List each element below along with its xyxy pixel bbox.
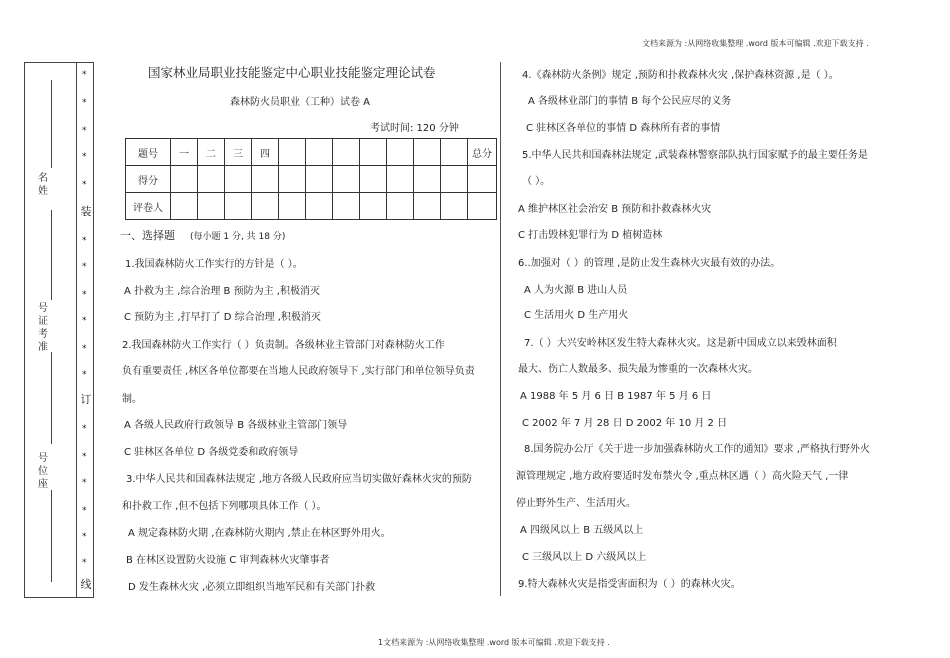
grader-cell[interactable] bbox=[468, 193, 497, 220]
binding-dot: * bbox=[82, 344, 87, 354]
grader-cell[interactable] bbox=[441, 193, 468, 220]
question-line: A 各级人民政府行政领导 B 各级林业主管部门领导 bbox=[124, 420, 348, 431]
grader-cell[interactable] bbox=[279, 193, 306, 220]
score-table-row-score bbox=[126, 166, 497, 193]
binding-dot: * bbox=[82, 290, 87, 300]
question-line: 停止野外生产、生活用火。 bbox=[516, 498, 636, 509]
binding-dot: * bbox=[82, 236, 87, 246]
header-note: 文档来源为 :从网络收集整理 .word 版本可编辑 .欢迎下载支持 . bbox=[642, 39, 869, 48]
col-header bbox=[441, 139, 468, 166]
row-label-number: 题号 bbox=[126, 139, 171, 166]
question-line: D 发生森林火灾 ,必须立即组织当地军民和有关部门扑救 bbox=[128, 582, 376, 593]
score-cell[interactable] bbox=[225, 166, 252, 193]
question-line: （ ）。 bbox=[522, 176, 551, 187]
question-line: 3.中华人民共和国森林法规定 ,地方各级人民政府应当切实做好森林火灾的预防 bbox=[126, 474, 472, 485]
col-header bbox=[333, 139, 360, 166]
grader-cell[interactable] bbox=[198, 193, 225, 220]
question-line: A 四级风以上 B 五级风以上 bbox=[520, 525, 644, 536]
question-line: A 1988 年 5 月 6 日 B 1987 年 5 月 6 日 bbox=[520, 391, 712, 402]
row-label-grader: 评卷人 bbox=[126, 193, 171, 220]
score-table-row-number bbox=[126, 139, 497, 166]
question-line: 4.《森林防火条例》规定 ,预防和扑救森林火灾 ,保护森林资源 ,是（ ）。 bbox=[522, 70, 839, 81]
binding-word-zhuang: 装 bbox=[80, 205, 92, 218]
col-header-total: 总分 bbox=[468, 139, 497, 166]
binding-dot: * bbox=[82, 126, 87, 136]
question-line: C 生活用火 D 生产用火 bbox=[524, 310, 629, 321]
score-cell[interactable] bbox=[333, 166, 360, 193]
row-label-score: 得分 bbox=[126, 166, 171, 193]
binding-dot: * bbox=[82, 558, 87, 568]
score-cell[interactable] bbox=[279, 166, 306, 193]
question-line: A 各级林业部门的事情 B 每个公民应尽的义务 bbox=[528, 96, 732, 107]
question-line: C 驻林区各单位 D 各级党委和政府领导 bbox=[124, 447, 299, 458]
score-cell[interactable] bbox=[441, 166, 468, 193]
binding-dot: * bbox=[82, 370, 87, 380]
score-cell[interactable] bbox=[387, 166, 414, 193]
score-cell[interactable] bbox=[171, 166, 198, 193]
question-line: 8.国务院办公厅《关于进一步加强森林防火工作的通知》要求 ,严格执行野外火 bbox=[524, 444, 870, 455]
grader-cell[interactable] bbox=[360, 193, 387, 220]
score-cell[interactable] bbox=[360, 166, 387, 193]
question-line: C 驻林区各单位的事情 D 森林所有者的事情 bbox=[526, 123, 721, 134]
score-cell[interactable] bbox=[252, 166, 279, 193]
question-line: 源管理规定 ,地方政府要适时发布禁火令 ,重点林区遇（ ）高火险天气 ,一律 bbox=[516, 471, 849, 482]
grader-cell[interactable] bbox=[414, 193, 441, 220]
grader-cell[interactable] bbox=[252, 193, 279, 220]
col-header bbox=[387, 139, 414, 166]
grader-cell[interactable] bbox=[387, 193, 414, 220]
score-cell[interactable] bbox=[414, 166, 441, 193]
binding-dot: * bbox=[82, 152, 87, 162]
exam-time: 考试时间: 120 分钟 bbox=[370, 123, 459, 134]
grader-cell[interactable] bbox=[225, 193, 252, 220]
binding-dot: * bbox=[82, 262, 87, 272]
question-line: 制。 bbox=[122, 394, 142, 405]
question-line: 1.我国森林防火工作实行的方针是（ ）。 bbox=[125, 259, 303, 270]
score-table bbox=[125, 138, 497, 220]
section-heading: 一、选择题 bbox=[120, 229, 175, 242]
binding-dot: * bbox=[82, 98, 87, 108]
question-line: B 在林区设置防火设施 C 审判森林火灾肇事者 bbox=[126, 555, 330, 566]
question-line: A 维护林区社会治安 B 预防和扑救森林火灾 bbox=[518, 204, 712, 215]
binding-dot: * bbox=[82, 424, 87, 434]
binding-dot: * bbox=[82, 478, 87, 488]
score-cell[interactable] bbox=[198, 166, 225, 193]
question-line: 2.我国森林防火工作实行（ ）负责制。各级林业主管部门对森林防火工作 bbox=[122, 340, 445, 351]
grader-cell[interactable] bbox=[333, 193, 360, 220]
name-label: 名姓 bbox=[38, 173, 48, 197]
binding-dot: * bbox=[82, 70, 87, 80]
binding-dot: * bbox=[82, 532, 87, 542]
grader-cell[interactable] bbox=[306, 193, 333, 220]
question-line: 和扑救工作 ,但不包括下列哪项具体工作（ ）。 bbox=[122, 501, 327, 512]
question-line: C 打击毁林犯罪行为 D 植树造林 bbox=[518, 230, 663, 241]
footer-note: 1文档来源为 :从网络收集整理 .word 版本可编辑 .欢迎下载支持 . bbox=[378, 638, 610, 647]
binding-dot: * bbox=[82, 180, 87, 190]
score-cell[interactable] bbox=[468, 166, 497, 193]
col-header: 二 bbox=[198, 139, 225, 166]
exam-title: 国家林业局职业技能鉴定中心职业技能鉴定理论试卷 bbox=[148, 65, 436, 80]
binding-word-ding: 订 bbox=[80, 393, 92, 406]
section-note: (每小题 1 分, 共 18 分) bbox=[190, 232, 286, 242]
question-line: 9.特大森林火灾是指受害面积为（ ）的森林火灾。 bbox=[518, 579, 741, 590]
binding-dot: * bbox=[82, 506, 87, 516]
question-line: C 2002 年 7 月 28 日 D 2002 年 10 月 2 日 bbox=[522, 418, 728, 429]
exam-subtitle: 森林防火员职业（工种）试卷 A bbox=[230, 97, 371, 108]
question-line: 最大、伤亡人数最多、损失最为惨重的一次森林火灾。 bbox=[518, 364, 758, 375]
col-header: 四 bbox=[252, 139, 279, 166]
col-header: 一 bbox=[171, 139, 198, 166]
question-line: 负有重要责任 ,林区各单位都要在当地人民政府领导下 ,实行部门和单位领导负责 bbox=[122, 366, 475, 377]
binding-dot: * bbox=[82, 316, 87, 326]
col-header bbox=[306, 139, 333, 166]
question-line: C 预防为主 ,打早打了 D 综合治理 ,积极消灭 bbox=[124, 312, 321, 323]
score-table-row-grader bbox=[126, 193, 497, 220]
question-line: C 三级风以上 D 六级风以上 bbox=[522, 552, 647, 563]
seat-number-label: 号位座 bbox=[38, 453, 48, 490]
question-line: 5.中华人民共和国森林法规定 ,武装森林警察部队执行国家赋予的最主要任务是 bbox=[522, 150, 868, 161]
question-line: A 扑救为主 ,综合治理 B 预防为主 ,积极消灭 bbox=[124, 286, 320, 297]
binding-dot: * bbox=[82, 452, 87, 462]
question-line: A 人为火源 B 进山人员 bbox=[524, 285, 628, 296]
col-header bbox=[279, 139, 306, 166]
col-header bbox=[360, 139, 387, 166]
question-line: 6..加强对（ ）的管理 ,是防止发生森林火灾最有效的办法。 bbox=[518, 258, 781, 269]
score-cell[interactable] bbox=[306, 166, 333, 193]
column-divider bbox=[500, 62, 501, 596]
question-line: 7.（ ）大兴安岭林区发生特大森林火灾。这是新中国成立以来毁林面积 bbox=[524, 338, 837, 349]
binding-word-xian: 线 bbox=[80, 578, 92, 591]
exam-number-label: 号证考准 bbox=[38, 303, 48, 353]
col-header: 三 bbox=[225, 139, 252, 166]
grader-cell[interactable] bbox=[171, 193, 198, 220]
question-line: A 规定森林防火期 ,在森林防火期内 ,禁止在林区野外用火。 bbox=[128, 528, 391, 539]
col-header bbox=[414, 139, 441, 166]
